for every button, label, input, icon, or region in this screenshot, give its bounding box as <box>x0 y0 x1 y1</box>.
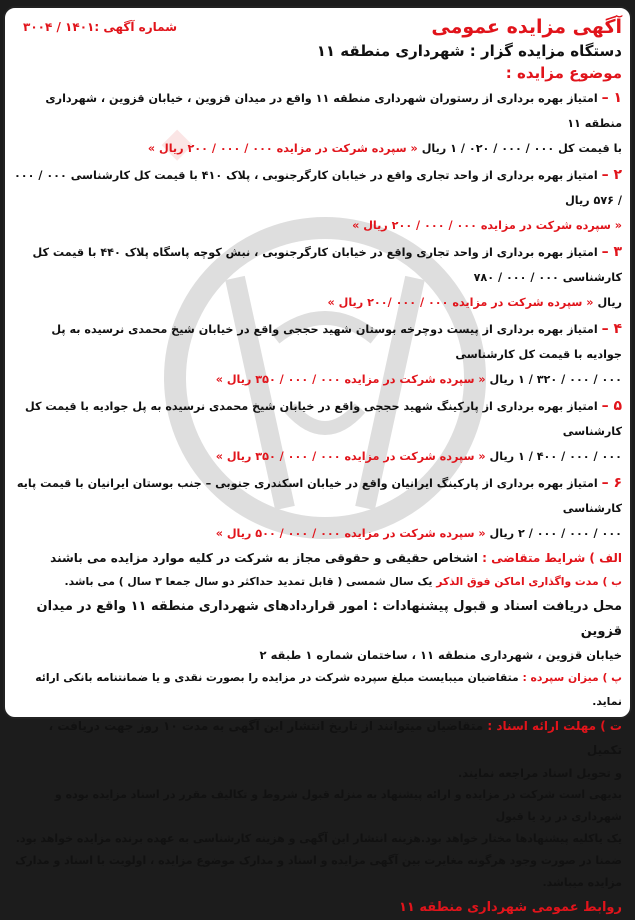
condition-applicant: الف ) شرایط متقاضی : اشخاص حقیقی و حقوقی مجاز به شرکت در کلیه موارد مزایده می باشند <box>50 551 622 565</box>
closing-paragraph-1: بدیهی است شرکت در مزایده و ارائه پیشنهاد به منزله قبول شروط و تکالیف مقرر در اسناد مزایده بوده و شهرداری در رد یا قبول <box>54 788 622 823</box>
ad-number-value: ۱۴۰۱ / ۳۰۰۴ <box>23 20 95 34</box>
auction-item-1: ۱ – امتیاز بهره برداری از رستوران شهرداری منطقه ۱۱ واقع در میدان قزوین ، خیابان قزوین ، شهرداری منطقه ۱۱ با قیمت کل ۰۰۰ / ۰۰۰ / ۰۲۰ / ۱ ریال « سپرده شرکت در مزایده ۰۰۰ / ۰۰۰ / ۲۰۰ ریال » <box>45 90 622 155</box>
subject-heading: موضوع مزایده : <box>505 64 622 82</box>
deposit-amount: « سپرده شرکت در مزایده ۰۰۰ / ۰۰۰ /۲۰۰ ریال » <box>327 296 594 309</box>
organizer: دستگاه مزایده گزار : شهرداری منطقه ۱۱ <box>316 42 622 60</box>
auction-item-2: ۲ – امتیاز بهره برداری از واحد تجاری واقع در خیابان کارگرجنوبی ، پلاک ۴۱۰ با قیمت کل کارشناسی ۰۰۰ / ۰۰۰ / ۵۷۶ ریال « سپرده شرکت در مزایده ۰۰۰ / ۰۰۰ / ۲۰۰ ریال » <box>13 167 622 232</box>
notice-title: آگهی مزایده عمومی <box>431 16 622 38</box>
condition-deadline: ت ) مهلت ارائه اسناد : متقاضیان میتوانند از تاریخ انتشار این آگهی به مدت ۱۰ روز جهت دریافت ، تکمیل <box>48 719 622 757</box>
ad-number-label: شماره آگهی : <box>94 20 177 34</box>
deposit-amount: « سپرده شرکت در مزایده ۰۰۰ / ۰۰۰ / ۲۰۰ ریال » <box>352 219 622 232</box>
closing-paragraph-3: ضمنا در صورت وجود هرگونه مغایرت بین آگهی مزایده و اسناد و مدارک موضوع مزایده ، اولویت با اسناد و مدارک مزایده میباشد. <box>15 854 622 889</box>
document-location: محل دریافت اسناد و قبول پیشنهادات : امور قراردادهای شهرداری منطقه ۱۱ واقع در میدان قزوین <box>36 599 622 639</box>
auction-notice <box>3 6 632 915</box>
deposit-amount: « سپرده شرکت در مزایده ۰۰۰ / ۰۰۰ / ۳۵۰ ریال » <box>215 450 486 463</box>
deposit-amount: « سپرده شرکت در مزایده ۰۰۰ / ۰۰۰ / ۳۵۰ ریال » <box>215 373 486 386</box>
document-location-line2: خیابان قزوین ، شهرداری منطقه ۱۱ ، ساختمان شماره ۱ طبقه ۲ <box>259 648 622 662</box>
condition-deposit: پ ) میزان سپرده : متقاضیان میبایست مبلغ سپرده شرکت در مزایده را بصورت نقدی و یا ضمانتنامه بانکی ارائه نماید. <box>35 671 622 708</box>
auction-item-5: ۵ – امتیاز بهره برداری از پارکینگ شهید حججی واقع در خیابان شیخ محمدی نرسیده به پل جوادیه با قیمت کل کارشناسی ۰۰۰ / ۰۰۰ / ۴۰۰ / ۱ ریال « سپرده شرکت در مزایده ۰۰۰ / ۰۰۰ / ۳۵۰ ریال » <box>25 398 622 463</box>
signature: روابط عمومی شهرداری منطقه ۱۱ <box>399 900 622 915</box>
auction-item-6: ۶ – امتیاز بهره برداری از پارکینگ ایرانیان واقع در خیابان اسکندری جنوبی – جنب بوستان ایرانیان با قیمت پایه کارشناسی ۰۰۰ / ۰۰۰ / ۰۰۰ / ۲ ریال « سپرده شرکت در مزایده ۰۰۰ / ۰۰۰ / ۵۰۰ ریال » <box>16 475 622 540</box>
auction-item-3: ۳ – امتیاز بهره برداری از واحد تجاری واقع در خیابان کارگرجنوبی ، نبش کوچه پاسگاه پلاک ۴۴۰ با قیمت کل کارشناسی ۰۰۰ / ۰۰۰ / ۷۸۰ ریال « سپرده شرکت در مزایده ۰۰۰ / ۰۰۰ /۲۰۰ ریال » <box>32 244 622 309</box>
condition-duration: ب ) مدت واگذاری اماکن فوق الذکر یک سال شمسی ( قابل تمدید حداکثر دو سال جمعا ۳ سال ) می باشد. <box>64 575 622 588</box>
notice-header <box>13 14 622 40</box>
deposit-amount: « سپرده شرکت در مزایده ۰۰۰ / ۰۰۰ / ۵۰۰ ریال » <box>215 527 486 540</box>
condition-deadline-line2: و تحویل اسناد مراجعه نمایند. <box>457 766 622 780</box>
ad-number <box>23 20 177 34</box>
deposit-amount: « سپرده شرکت در مزایده ۰۰۰ / ۰۰۰ / ۲۰۰ ریال » <box>147 142 418 155</box>
closing-paragraph-2: یک یاکلیه پیشنهادها مختار خواهد بود.هزینه انتشار این آگهی و هزینه کارشناسی به عهده برنده مزایده خواهد بود. <box>15 832 622 845</box>
auction-item-4: ۴ – امتیاز بهره برداری از پیست دوچرخه بوستان شهید حججی واقع در خیابان شیخ محمدی نرسیده به پل جوادیه با قیمت کل کارشناسی ۰۰۰ / ۰۰۰ / ۳۲۰ / ۱ ریال « سپرده شرکت در مزایده ۰۰۰ / ۰۰۰ / ۳۵۰ ریال » <box>51 321 622 386</box>
